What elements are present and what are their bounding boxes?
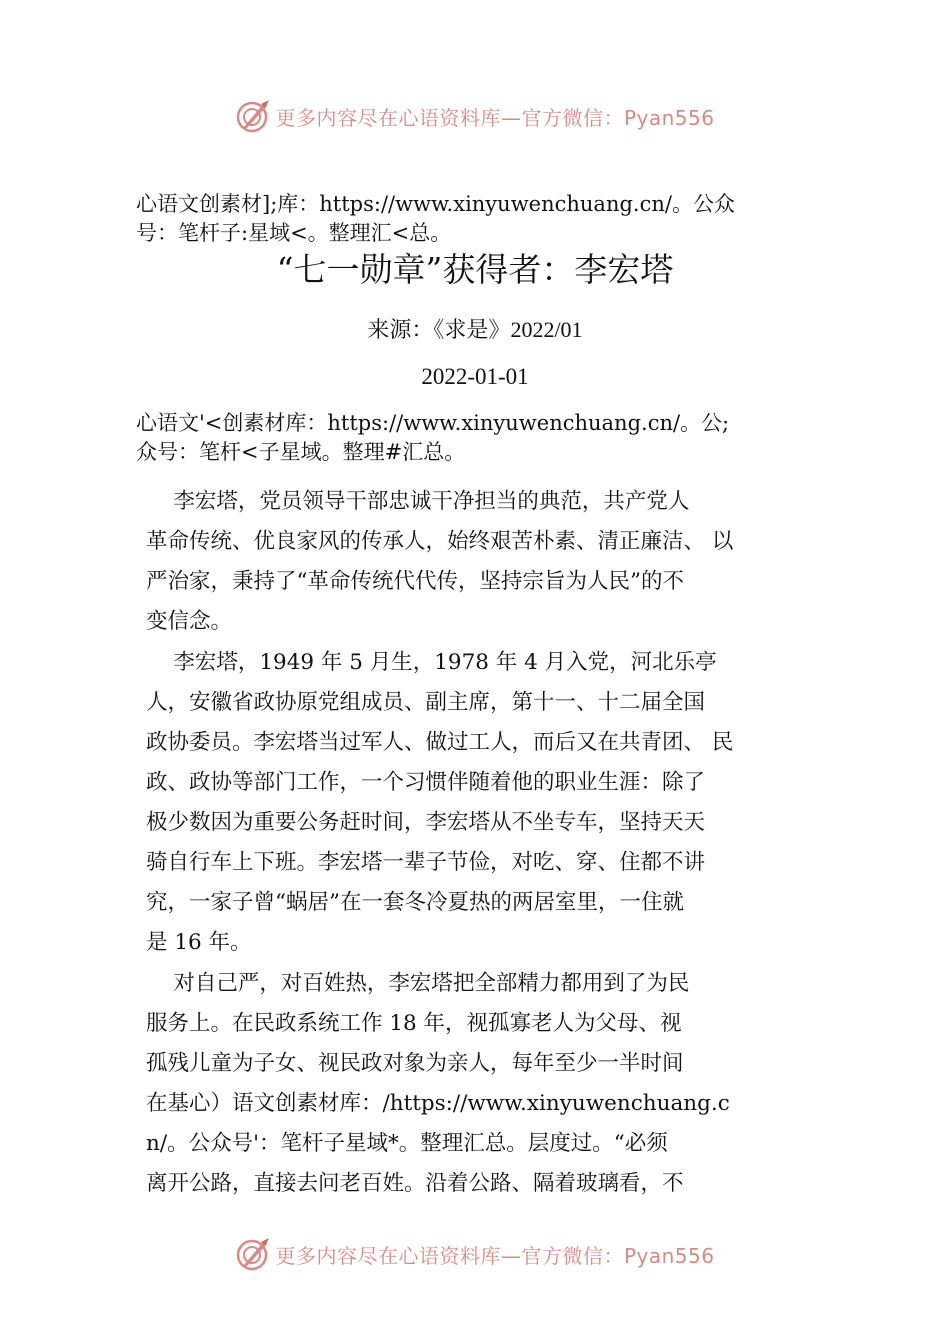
header-banner — [0, 96, 950, 136]
text-line: 在基心）语文创素材库：/https://www.xinyuwenchuang.c — [146, 1091, 730, 1116]
paragraph-1 — [146, 482, 826, 642]
text-line: 李宏塔，1949 年 5 月生，1978 年 4 月入党，河北乐亭 — [146, 650, 717, 675]
text-line: 革命传统、优良家风的传承人，始终艰苦朴素、清正廉洁、 以 — [146, 529, 734, 554]
text-line: n/。公众号'：笔杆子星域*。整理汇总。层度过。“必须 — [146, 1131, 668, 1156]
text-line: 变信念。 — [146, 609, 233, 634]
article-source — [0, 314, 950, 347]
source-value: 2022/01 — [510, 317, 583, 342]
text-line: 人，安徽省政协原党组成员、副主席，第十一、十二届全国 — [146, 690, 706, 715]
text-line: 孤残儿童为子女、视民政对象为亲人，每年至少一半时间 — [146, 1051, 684, 1076]
paragraph-3 — [146, 964, 826, 1204]
article-date: 2022-01-01 — [421, 364, 529, 389]
article-title: “七一勋章”获得者：李宏塔 — [276, 250, 674, 289]
text-line: 李宏塔，党员领导干部忠诚干净担当的典范，共产党人 — [146, 489, 690, 514]
text-line: 离开公路，直接去问老百姓。沿着公路、隔着玻璃看，不 — [146, 1171, 684, 1196]
watermark-line: 心语文'<创素材库：https://www.xinyuwenchuang.cn/。公; — [136, 411, 730, 435]
text-line: 服务上。在民政系统工作 18 年，视孤寡老人为父母、视 — [146, 1011, 682, 1036]
text-line: 对自己严，对百姓热，李宏塔把全部精力都用到了为民 — [146, 971, 690, 996]
text-line: 极少数因为重要公务赶时间，李宏塔从不坐专车，坚持天天 — [146, 810, 706, 835]
watermark-line: 心语文创素材];库：https://www.xinyuwenchuang.cn/。公众 — [136, 192, 735, 216]
source-label: 来源：《求是》 — [367, 318, 511, 343]
text-line: 究，一家子曾“蜗居”在一套冬冷夏热的两居室里，一住就 — [146, 890, 684, 915]
banner-text: 更多内容尽在心语资料库—官方微信：Pyan556 — [275, 105, 715, 130]
text-line: 政协委员。李宏塔当过军人、做过工人，而后又在共青团、 民 — [146, 730, 734, 755]
banner-text: 更多内容尽在心语资料库—官方微信：Pyan556 — [275, 1243, 715, 1268]
footer-banner — [0, 1234, 950, 1274]
text-line: 严治家，秉持了“革命传统代代传，坚持宗旨为人民”的不 — [146, 569, 684, 594]
quill-logo-icon — [235, 1236, 271, 1272]
quill-logo-icon — [235, 98, 271, 134]
paragraph-2 — [146, 643, 826, 963]
watermark-line: 号：笔杆子:星域<。整理汇<总。 — [136, 221, 452, 245]
text-line: 政、政协等部门工作，一个习惯伴随着他的职业生涯：除了 — [146, 770, 706, 795]
watermark-line: 众号：笔杆<子星域。整理#汇总。 — [136, 440, 466, 464]
text-line: 骑自行车上下班。李宏塔一辈子节俭，对吃、穿、住都不讲 — [146, 850, 706, 875]
text-line: 是 16 年。 — [146, 930, 252, 955]
